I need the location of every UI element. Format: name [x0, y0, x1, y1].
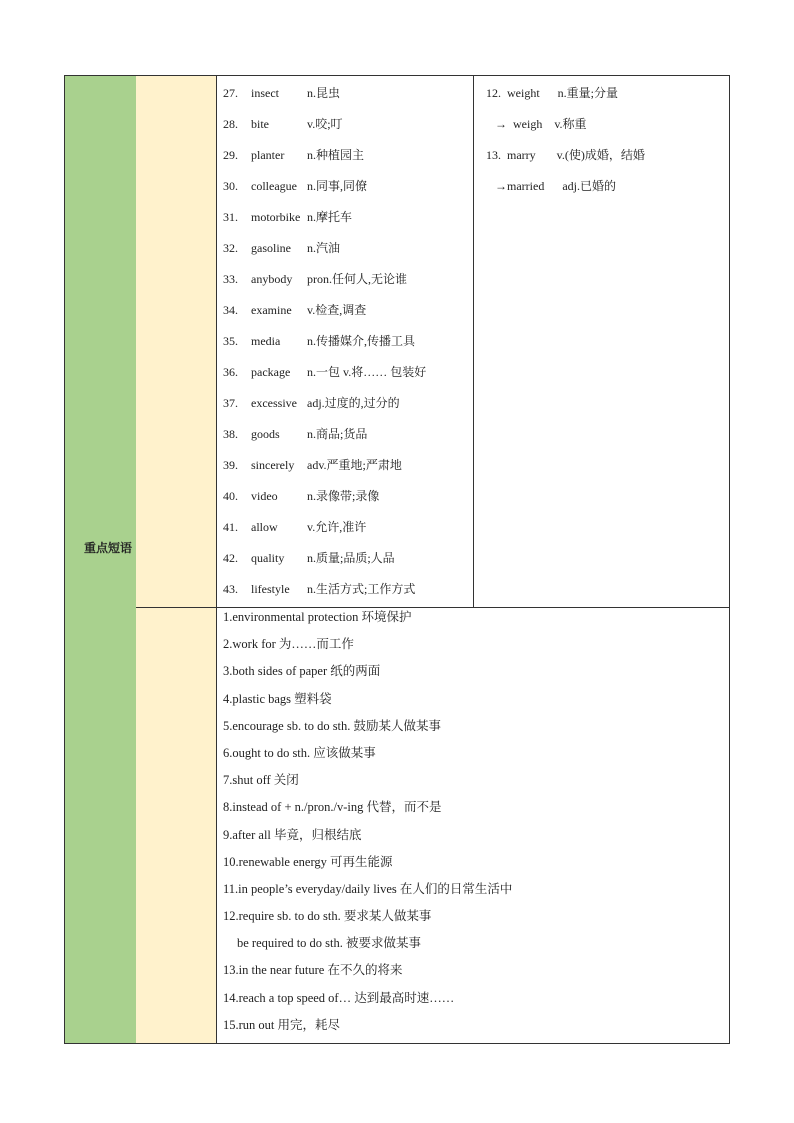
yellow-label-column	[136, 76, 217, 1043]
phrase-item: 11.in people’s everyday/daily lives 在人们的日常生活中	[223, 881, 513, 896]
vocab-item: 28. bite v.咬;叮	[223, 117, 343, 131]
vocab-item: 27. insect n.昆虫	[223, 86, 341, 100]
vocab-item: 30. colleague n.同事,同僚	[223, 179, 368, 193]
vocab-item: 41. allow v.允许,准许	[223, 520, 367, 534]
phrase-list	[223, 609, 512, 1044]
vocab-list-right	[486, 85, 645, 209]
phrase-item: 4.plastic bags 塑料袋	[223, 691, 332, 706]
vocab-item: 37. excessive adj.过度的,过分的	[223, 396, 400, 410]
green-side-column	[65, 76, 137, 1043]
phrase-item: 14.reach a top speed of… 达到最高时速……	[223, 990, 455, 1005]
vocab-item: 33. anybody pron.任何人,无论谁	[223, 272, 407, 286]
phrase-item: 9.after all 毕竟，归根结底	[223, 827, 362, 842]
vocab-item: 42. quality n.质量;品质;人品	[223, 551, 395, 565]
vocab-item: 35. media n.传播媒介,传播工具	[223, 334, 416, 348]
vocab-derivative: →married adj.已婚的	[486, 179, 616, 193]
phrase-item: 7.shut off 关闭	[223, 773, 299, 788]
phrase-item: 2.work for 为……而工作	[223, 637, 354, 652]
phrase-item: 6.ought to do sth. 应该做某事	[223, 745, 376, 760]
vocab-item: 36. package n.一包 v.将…… 包装好	[223, 365, 427, 379]
phrase-item: 8.instead of + n./pron./v-ing 代替，而不是	[223, 800, 442, 815]
phrase-item: 3.both sides of paper 纸的两面	[223, 664, 381, 679]
vocab-item: 12. weight n.重量;分量	[486, 86, 618, 100]
vocab-item: 43. lifestyle n.生活方式;工作方式	[223, 582, 416, 596]
phrase-item: 1.environmental protection 环境保护	[223, 610, 412, 624]
vocab-item: 31. motorbike n.摩托车	[223, 210, 353, 224]
phrase-item: 15.run out 用完，耗尽	[223, 1017, 341, 1032]
vocab-item: 40. video n.录像带;录像	[223, 489, 380, 503]
phrase-item: 12.require sb. to do sth. 要求某人做某事	[223, 909, 432, 924]
section-label-key-phrases: 重点短语	[84, 541, 133, 555]
vocab-list-left	[223, 85, 426, 612]
phrase-item-sub: be required to do sth. 被要求做某事	[237, 936, 422, 951]
vocab-derivative: → weigh v.称重	[486, 117, 587, 131]
phrase-item: 5.encourage sb. to do sth. 鼓励某人做某事	[223, 718, 442, 733]
vocab-item: 38. goods n.商品;货品	[223, 427, 368, 441]
vocab-item: 13. marry v.(使)成婚，结婚	[486, 148, 645, 162]
vocab-item: 29. planter n.种植园主	[223, 148, 365, 162]
phrase-item: 10.renewable energy 可再生能源	[223, 854, 393, 869]
vocab-item: 39. sincerely adv.严重地;严肃地	[223, 458, 402, 472]
vocab-item: 32. gasoline n.汽油	[223, 241, 341, 255]
column-divider	[473, 76, 474, 607]
vocab-item: 34. examine v.检查,调查	[223, 303, 367, 317]
phrase-item: 13.in the near future 在不久的将来	[223, 963, 403, 978]
